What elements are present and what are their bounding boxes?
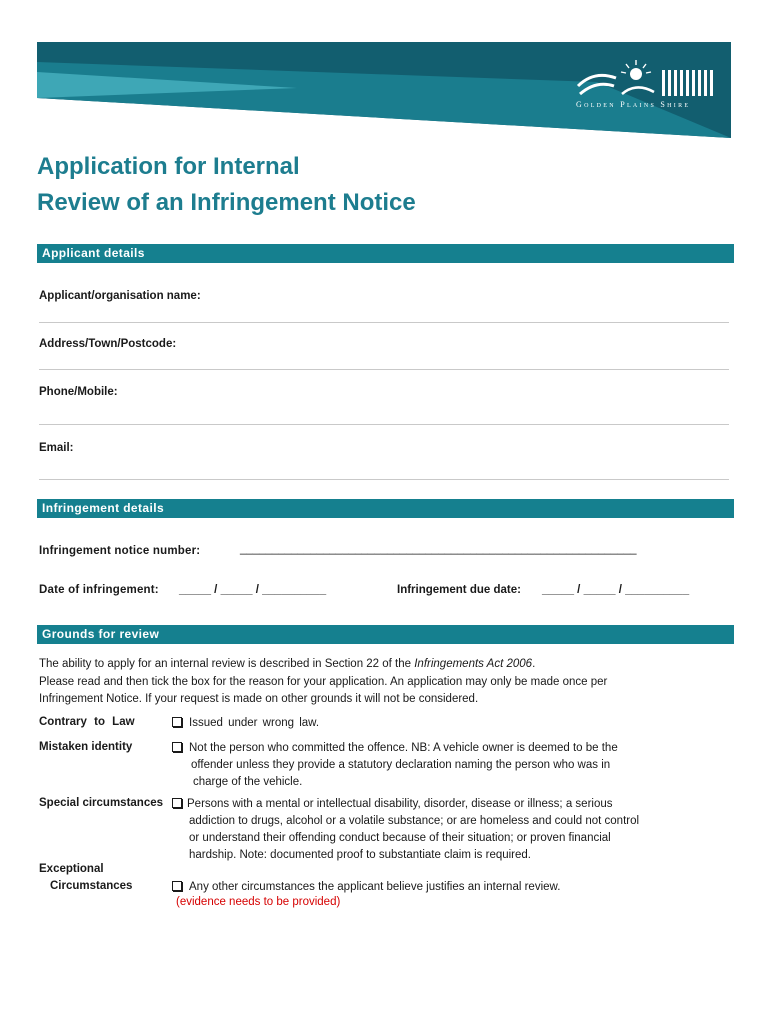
checkbox-special-circumstances[interactable]: [172, 798, 182, 808]
due-date-blank[interactable]: _____ / _____ / __________: [542, 584, 690, 596]
email-input-line[interactable]: [39, 479, 729, 480]
ground-label-circumstances: Circumstances: [50, 880, 133, 892]
applicant-name-label: Applicant/organisation name:: [39, 290, 201, 302]
page-title-line-1: Application for Internal: [37, 153, 300, 180]
ground-label-special-circumstances: Special circumstances: [39, 797, 164, 809]
grounds-intro-line-1: [39, 656, 535, 672]
notice-number-blank[interactable]: ______________________________________________________________: [240, 543, 637, 555]
ground-text-line: addiction to drugs, alcohol or a volatile substance; or are homeless and could not control: [189, 815, 640, 827]
section-heading-infringement: Infringement details: [37, 499, 734, 518]
ground-text: Not the person who committed the offence. NB: A vehicle owner is deemed to be the: [189, 742, 618, 754]
ground-text-line: charge of the vehicle.: [193, 776, 303, 788]
notice-number-label: Infringement notice number:: [39, 545, 201, 557]
ground-text: Issued under wrong law.: [189, 717, 320, 729]
ground-option-special-circumstances[interactable]: [172, 796, 613, 813]
ground-option-mistaken-identity[interactable]: [172, 740, 618, 757]
date-of-infringement-blank[interactable]: _____ / _____ / __________: [179, 584, 327, 596]
applicant-name-input-line[interactable]: [39, 322, 729, 323]
address-input-line[interactable]: [39, 369, 729, 370]
logo-org-name: Golden Plains Shire: [576, 100, 691, 109]
checkbox-mistaken-identity[interactable]: [172, 742, 182, 752]
page-title-line-2: Review of an Infringement Notice: [37, 189, 416, 216]
ground-text-line: hardship. Note: documented proof to substantiate claim is required.: [189, 849, 531, 861]
checkbox-exceptional-circumstances[interactable]: [172, 881, 182, 891]
ground-label-mistaken-identity: Mistaken identity: [39, 741, 133, 753]
ground-text-line: offender unless they provide a statutory declaration naming the person who was in: [191, 759, 611, 771]
ground-text: Any other circumstances the applicant believe justifies an internal review.: [189, 881, 561, 893]
address-label: Address/Town/Postcode:: [39, 338, 177, 350]
ground-option-contrary-to-law[interactable]: [172, 715, 319, 732]
intro-period: .: [532, 658, 536, 670]
date-of-infringement-label: Date of infringement:: [39, 584, 159, 596]
grounds-intro-line-2: Please read and then tick the box for the reason for your application. An application may only be made once per: [39, 676, 608, 688]
phone-input-line[interactable]: [39, 424, 729, 425]
ground-label-contrary-to-law: Contrary to Law: [39, 716, 135, 728]
ground-label-exceptional: Exceptional: [39, 863, 104, 875]
phone-label: Phone/Mobile:: [39, 386, 118, 398]
ground-option-exceptional-circumstances[interactable]: [172, 879, 560, 896]
email-label: Email:: [39, 442, 74, 454]
section-heading-grounds: Grounds for review: [37, 625, 734, 644]
act-name: Infringements Act 2006: [414, 658, 533, 670]
evidence-note: (evidence needs to be provided): [176, 896, 341, 908]
checkbox-contrary-to-law[interactable]: [172, 717, 182, 727]
ground-text-line: or understand their offending conduct because of their situation; or proven financial: [189, 832, 611, 844]
ground-text: Persons with a mental or intellectual disability, disorder, disease or illness; a serious: [187, 798, 613, 810]
intro-text: The ability to apply for an internal review is described in Section 22 of the: [39, 658, 415, 670]
due-date-label: Infringement due date:: [397, 584, 521, 596]
grounds-intro-line-3: Infringement Notice. If your request is made on other grounds it will not be considered.: [39, 693, 479, 705]
section-heading-applicant: Applicant details: [37, 244, 734, 263]
